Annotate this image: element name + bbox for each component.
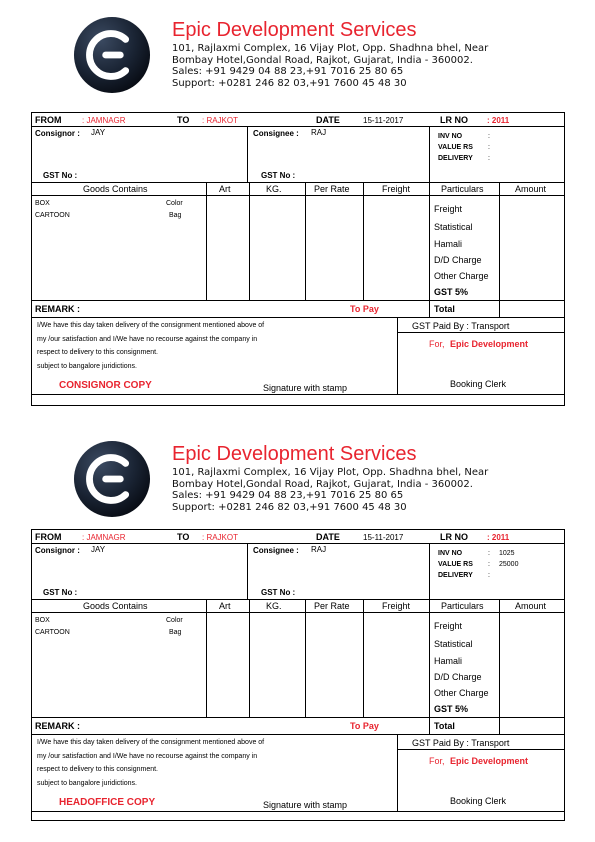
lr-no-label: LR NO bbox=[440, 115, 468, 125]
declaration-line: respect to delivery to this consignment. bbox=[37, 349, 159, 356]
remark-label: REMARK : bbox=[35, 721, 80, 731]
goods-item-unit: Color bbox=[166, 200, 183, 207]
divider bbox=[429, 544, 430, 599]
to-pay-label: To Pay bbox=[350, 304, 379, 314]
particular-gst: GST 5% bbox=[434, 287, 469, 297]
total-label: Total bbox=[434, 721, 455, 731]
declaration-line: respect to delivery to this consignment. bbox=[37, 766, 159, 773]
date-value: 15-11-2017 bbox=[363, 533, 404, 542]
divider bbox=[363, 182, 364, 300]
consignee-label: Consignee : bbox=[253, 129, 299, 138]
particular-hamali: Hamali bbox=[434, 239, 463, 249]
consignee-value: RAJ bbox=[311, 545, 327, 554]
goods-contains-header: Goods Contains bbox=[83, 184, 148, 194]
company-address bbox=[172, 43, 488, 89]
to-label: TO bbox=[177, 115, 190, 125]
freight-header: Freight bbox=[382, 601, 411, 611]
company-name: Epic Development Services bbox=[172, 443, 417, 465]
particular-dd-charge: D/D Charge bbox=[434, 255, 482, 265]
divider bbox=[397, 749, 564, 750]
company-name: Epic Development Services bbox=[172, 19, 417, 41]
consignee-label: Consignee : bbox=[253, 546, 299, 555]
delivery-colon: : bbox=[488, 572, 490, 579]
address-line-2: Bombay Hotel,Gondal Road, Rajkot, Gujarat, India - 360002. bbox=[172, 478, 473, 490]
particular-statistical: Statistical bbox=[434, 222, 473, 232]
particular-statistical: Statistical bbox=[434, 639, 473, 649]
divider bbox=[499, 599, 500, 735]
value-rs-label: VALUE RS bbox=[438, 561, 473, 568]
from-label: FROM bbox=[35, 532, 62, 542]
divider bbox=[206, 599, 207, 717]
goods-contains-header: Goods Contains bbox=[83, 601, 148, 611]
lr-no-value: : 2011 bbox=[487, 116, 510, 125]
divider bbox=[206, 182, 207, 300]
value-rs-colon: : bbox=[488, 561, 490, 568]
inv-no-label: INV NO bbox=[438, 133, 463, 140]
copy-label: HEADOFFICE COPY bbox=[59, 797, 156, 808]
consignor-gst-label: GST No : bbox=[43, 171, 78, 180]
goods-item-unit: Color bbox=[166, 617, 183, 624]
booking-clerk-label: Booking Clerk bbox=[450, 796, 507, 806]
date-label: DATE bbox=[316, 115, 340, 125]
consignee-gst-label: GST No : bbox=[261, 588, 296, 597]
declaration-line: my /our satisfaction and I/We have no recourse against the company in bbox=[37, 753, 258, 760]
divider bbox=[429, 599, 430, 735]
particular-hamali: Hamali bbox=[434, 656, 463, 666]
divider bbox=[247, 127, 248, 182]
divider bbox=[247, 544, 248, 599]
goods-item-name: CARTOON bbox=[35, 629, 70, 636]
amount-header: Amount bbox=[515, 601, 547, 611]
consignor-gst-label: GST No : bbox=[43, 588, 78, 597]
delivery-colon: : bbox=[488, 155, 490, 162]
particulars-header: Particulars bbox=[441, 184, 484, 194]
divider bbox=[397, 318, 398, 394]
divider bbox=[397, 735, 398, 811]
to-pay-label: To Pay bbox=[350, 721, 379, 731]
date-value: 15-11-2017 bbox=[363, 116, 404, 125]
goods-item-name: CARTOON bbox=[35, 212, 70, 219]
amount-header: Amount bbox=[515, 184, 547, 194]
inv-no-label: INV NO bbox=[438, 550, 463, 557]
divider bbox=[429, 127, 430, 182]
consignee-value: RAJ bbox=[311, 128, 327, 137]
gst-paid-by: GST Paid By : Transport bbox=[412, 738, 510, 748]
letterhead bbox=[31, 424, 565, 536]
per-rate-header: Per Rate bbox=[314, 184, 350, 194]
signature-label: Signature with stamp bbox=[263, 383, 348, 393]
particulars-header: Particulars bbox=[441, 601, 484, 611]
company-logo-icon bbox=[73, 440, 151, 518]
letterhead bbox=[31, 0, 565, 112]
lr-no-value: : 2011 bbox=[487, 533, 510, 542]
from-value: : JAMNAGR bbox=[82, 533, 126, 542]
divider bbox=[397, 332, 564, 333]
kg-header: KG. bbox=[266, 184, 282, 194]
art-header: Art bbox=[219, 601, 231, 611]
address-line-2: Bombay Hotel,Gondal Road, Rajkot, Gujarat, India - 360002. bbox=[172, 54, 473, 66]
from-label: FROM bbox=[35, 115, 62, 125]
inv-no-colon: : bbox=[488, 133, 490, 140]
footer-rule bbox=[32, 394, 564, 395]
to-value: : RAJKOT bbox=[202, 116, 239, 125]
declaration-line: my /our satisfaction and I/We have no recourse against the company in bbox=[37, 336, 258, 343]
divider bbox=[249, 599, 250, 717]
for-company: Epic Development bbox=[450, 339, 529, 349]
consignor-label: Consignor : bbox=[35, 129, 80, 138]
address-line-1: 101, Rajlaxmi Complex, 16 Vijay Plot, Opp. Shadhna bhel, Near bbox=[172, 43, 489, 54]
lr-form bbox=[31, 112, 565, 406]
declaration-line: I/We have this day taken delivery of the consignment mentioned above of bbox=[37, 322, 265, 329]
divider bbox=[305, 599, 306, 717]
goods-item-unit: Bag bbox=[169, 629, 182, 636]
delivery-label: DELIVERY bbox=[438, 155, 473, 162]
support-phone: Support: +0281 246 82 03,+91 7600 45 48 30 bbox=[172, 77, 407, 89]
total-label: Total bbox=[434, 304, 455, 314]
copy-label: CONSIGNOR COPY bbox=[59, 380, 152, 391]
divider bbox=[249, 182, 250, 300]
address-line-1: 101, Rajlaxmi Complex, 16 Vijay Plot, Opp. Shadhna bhel, Near bbox=[172, 467, 489, 478]
particular-gst: GST 5% bbox=[434, 704, 469, 714]
for-prefix: For, bbox=[429, 756, 445, 766]
inv-no-colon: : bbox=[488, 550, 490, 557]
remark-label: REMARK : bbox=[35, 304, 80, 314]
freight-header: Freight bbox=[382, 184, 411, 194]
consignor-label: Consignor : bbox=[35, 546, 80, 555]
goods-item-name: BOX bbox=[35, 200, 50, 207]
particular-freight: Freight bbox=[434, 204, 463, 214]
footer-rule bbox=[32, 811, 564, 812]
from-value: : JAMNAGR bbox=[82, 116, 126, 125]
particular-freight: Freight bbox=[434, 621, 463, 631]
divider bbox=[305, 182, 306, 300]
to-label: TO bbox=[177, 532, 190, 542]
gst-paid-by: GST Paid By : Transport bbox=[412, 321, 510, 331]
delivery-label: DELIVERY bbox=[438, 572, 473, 579]
lr-form bbox=[31, 529, 565, 821]
value-rs-label: VALUE RS bbox=[438, 144, 473, 151]
sales-phone: Sales: +91 9429 04 88 23,+91 7016 25 80 65 bbox=[172, 66, 404, 77]
divider bbox=[429, 182, 430, 318]
particular-other-charge: Other Charge bbox=[434, 271, 489, 281]
value-rs-colon: : bbox=[488, 144, 490, 151]
declaration-line: I/We have this day taken delivery of the consignment mentioned above of bbox=[37, 739, 265, 746]
for-company: Epic Development bbox=[450, 756, 529, 766]
support-phone: Support: +0281 246 82 03,+91 7600 45 48 30 bbox=[172, 501, 407, 513]
date-label: DATE bbox=[316, 532, 340, 542]
consignor-copy bbox=[31, 0, 565, 393]
declaration-line: subject to bangalore juridictions. bbox=[37, 363, 138, 370]
for-prefix: For, bbox=[429, 339, 445, 349]
divider bbox=[363, 599, 364, 717]
remark-row bbox=[32, 300, 564, 318]
lr-no-label: LR NO bbox=[440, 532, 468, 542]
signature-label: Signature with stamp bbox=[263, 800, 348, 810]
consignor-value: JAY bbox=[91, 128, 106, 137]
consignee-gst-label: GST No : bbox=[261, 171, 296, 180]
particular-dd-charge: D/D Charge bbox=[434, 672, 482, 682]
divider bbox=[499, 182, 500, 318]
value-rs-value: 25000 bbox=[499, 561, 519, 568]
company-address bbox=[172, 467, 488, 513]
headoffice-copy bbox=[31, 424, 565, 810]
art-header: Art bbox=[219, 184, 231, 194]
per-rate-header: Per Rate bbox=[314, 601, 350, 611]
to-value: : RAJKOT bbox=[202, 533, 239, 542]
company-logo-icon bbox=[73, 16, 151, 94]
consignor-value: JAY bbox=[91, 545, 106, 554]
sales-phone: Sales: +91 9429 04 88 23,+91 7016 25 80 65 bbox=[172, 490, 404, 501]
particular-other-charge: Other Charge bbox=[434, 688, 489, 698]
inv-no-value: 1025 bbox=[499, 550, 515, 557]
remark-row bbox=[32, 717, 564, 735]
booking-clerk-label: Booking Clerk bbox=[450, 379, 507, 389]
goods-item-name: BOX bbox=[35, 617, 50, 624]
declaration-line: subject to bangalore juridictions. bbox=[37, 780, 138, 787]
goods-item-unit: Bag bbox=[169, 212, 182, 219]
kg-header: KG. bbox=[266, 601, 282, 611]
